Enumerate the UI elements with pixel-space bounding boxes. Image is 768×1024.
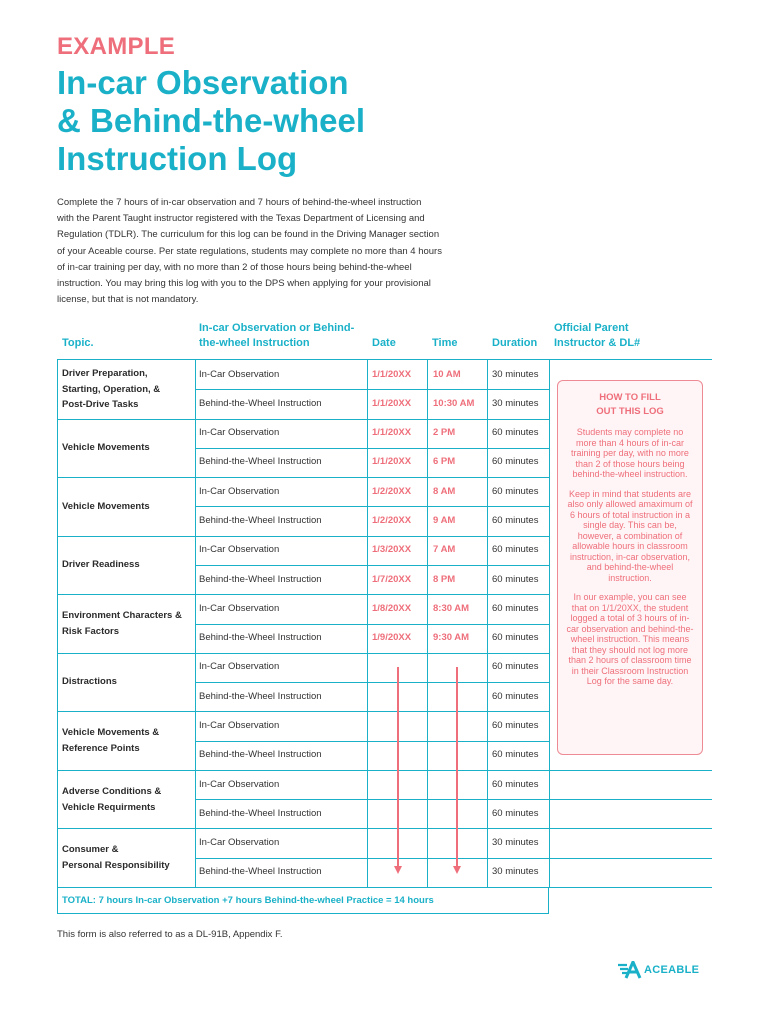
table-group-line bbox=[57, 594, 549, 595]
continue-arrow-head bbox=[394, 866, 402, 874]
official-row-line bbox=[549, 887, 712, 888]
instruction-type-cell: Behind-the-Wheel Instruction bbox=[199, 398, 322, 409]
topic-line: Post-Drive Tasks bbox=[62, 399, 139, 410]
duration-cell: 60 minutes bbox=[492, 661, 539, 672]
duration-cell: 30 minutes bbox=[492, 837, 539, 848]
instruction-type-cell: In-Car Observation bbox=[199, 603, 280, 614]
table-row-line bbox=[195, 565, 549, 566]
intro-line: license, but that is not mandatory. bbox=[57, 294, 199, 306]
topic-line: Adverse Conditions & bbox=[62, 786, 162, 797]
continue-arrow-head bbox=[453, 866, 461, 874]
official-row-line bbox=[549, 858, 712, 859]
header-official-line1: Official Parent bbox=[554, 322, 629, 334]
table-row-line bbox=[195, 506, 549, 507]
header-official-line2: Instructor & DL# bbox=[554, 337, 641, 349]
table-group-line bbox=[57, 711, 549, 712]
duration-cell: 60 minutes bbox=[492, 603, 539, 614]
date-cell: 1/3/20XX bbox=[372, 544, 412, 555]
duration-cell: 60 minutes bbox=[492, 486, 539, 497]
instruction-type-cell: Behind-the-Wheel Instruction bbox=[199, 866, 322, 877]
instruction-type-cell: In-Car Observation bbox=[199, 720, 280, 731]
table-row-line bbox=[195, 624, 549, 625]
topic-line: Reference Points bbox=[62, 742, 140, 754]
duration-cell: 30 minutes bbox=[492, 369, 539, 380]
duration-cell: 60 minutes bbox=[492, 427, 539, 438]
instruction-type-cell: In-Car Observation bbox=[199, 779, 280, 790]
table-group-line bbox=[57, 419, 549, 420]
topic-cell bbox=[62, 842, 192, 873]
instruction-type-cell: In-Car Observation bbox=[199, 486, 280, 497]
continue-arrow-line bbox=[397, 667, 399, 867]
header-time: Time bbox=[432, 337, 458, 349]
topic-cell bbox=[62, 440, 192, 456]
time-cell: 10:30 AM bbox=[433, 398, 475, 409]
instruction-type-cell: Behind-the-Wheel Instruction bbox=[199, 691, 322, 702]
duration-cell: 60 minutes bbox=[492, 515, 539, 526]
instruction-type-cell: Behind-the-Wheel Instruction bbox=[199, 808, 322, 819]
intro-line: Regulation (TDLR). The curriculum for this log can be found in the Driving Manager section bbox=[57, 229, 440, 241]
topic-line: Risk Factors bbox=[62, 625, 120, 637]
instruction-type-cell: Behind-the-Wheel Instruction bbox=[199, 574, 322, 585]
table-row-line bbox=[195, 448, 549, 449]
title-line: In-car Observation bbox=[57, 64, 349, 101]
instruction-type-cell: In-Car Observation bbox=[199, 369, 280, 380]
instruction-type-cell: In-Car Observation bbox=[199, 837, 280, 848]
intro-paragraph bbox=[57, 195, 457, 308]
intro-line: of in-car training per day, with no more than 2 of those hours being behind-the-wheel bbox=[57, 261, 412, 273]
topic-line: Environment Characters & bbox=[62, 610, 182, 621]
time-cell: 8 AM bbox=[433, 486, 456, 497]
official-row-line bbox=[549, 770, 712, 771]
table-row-line bbox=[195, 858, 549, 859]
duration-cell: 60 minutes bbox=[492, 691, 539, 702]
duration-cell: 30 minutes bbox=[492, 398, 539, 409]
page-title bbox=[57, 64, 697, 178]
header-instruction bbox=[199, 321, 354, 351]
topic-cell bbox=[62, 784, 192, 815]
instruction-type-cell: In-Car Observation bbox=[199, 544, 280, 555]
topic-cell bbox=[62, 674, 192, 690]
time-cell: 9:30 AM bbox=[433, 632, 470, 643]
date-cell: 1/1/20XX bbox=[372, 427, 412, 438]
topic-cell bbox=[62, 499, 192, 515]
duration-cell: 60 minutes bbox=[492, 456, 539, 467]
table-left-border bbox=[57, 360, 58, 887]
date-cell: 1/2/20XX bbox=[372, 515, 412, 526]
how-to-paragraph: In our example, you can see that on 1/1/20XX, the student logged a total of 3 hours of in-car observation and behind-the-wheel instruction. This means that they should not log more than 2 hours of classroom time in their Classroom Instruction Log for the same day. bbox=[566, 592, 694, 686]
table-group-line bbox=[57, 536, 549, 537]
header-topic: Topic. bbox=[62, 337, 94, 349]
topic-cell bbox=[62, 366, 192, 413]
how-to-paragraph: Students may complete no more than 4 hours of in-car training per day, with no more than 2 of those hours being behind-the-wheel instruction. bbox=[571, 427, 689, 479]
instruction-type-cell: Behind-the-Wheel Instruction bbox=[199, 515, 322, 526]
topic-cell bbox=[62, 608, 192, 639]
header-duration: Duration bbox=[492, 337, 538, 349]
table-group-line bbox=[57, 770, 549, 771]
topic-line: Driver Preparation, bbox=[62, 368, 148, 379]
aceable-logo-text: ACEABLE bbox=[644, 964, 700, 976]
topic-cell bbox=[62, 557, 192, 573]
duration-cell: 60 minutes bbox=[492, 779, 539, 790]
header-divider bbox=[57, 359, 712, 360]
duration-cell: 60 minutes bbox=[492, 808, 539, 819]
topic-line: Distractions bbox=[62, 676, 117, 687]
aceable-logo bbox=[618, 959, 699, 981]
aceable-logo-icon bbox=[618, 961, 642, 979]
table-group-line bbox=[57, 477, 549, 478]
instruction-type-cell: In-Car Observation bbox=[199, 427, 280, 438]
topic-line: Vehicle Movements bbox=[62, 501, 150, 512]
official-row-line bbox=[549, 799, 712, 800]
instruction-type-cell: Behind-the-Wheel Instruction bbox=[199, 749, 322, 760]
date-cell: 1/1/20XX bbox=[372, 456, 412, 467]
continue-arrow-line bbox=[456, 667, 458, 867]
date-cell: 1/1/20XX bbox=[372, 369, 412, 380]
table-row-line bbox=[195, 799, 549, 800]
footer-note: This form is also referred to as a DL-91B, Appendix F. bbox=[57, 929, 283, 940]
how-to-heading-line2: OUT THIS LOG bbox=[596, 406, 664, 417]
table-row-line bbox=[195, 389, 549, 390]
duration-cell: 30 minutes bbox=[492, 866, 539, 877]
how-to-heading-line1: HOW TO FILL bbox=[599, 392, 661, 403]
duration-cell: 60 minutes bbox=[492, 720, 539, 731]
total-row: TOTAL: 7 hours In-car Observation +7 hours Behind-the-wheel Practice = 14 hours bbox=[57, 887, 549, 914]
date-cell: 1/9/20XX bbox=[372, 632, 412, 643]
title-line: Instruction Log bbox=[57, 140, 298, 177]
example-label: EXAMPLE bbox=[57, 33, 176, 60]
time-cell: 8:30 AM bbox=[433, 603, 470, 614]
topic-line: Vehicle Movements bbox=[62, 442, 150, 453]
instruction-type-cell: Behind-the-Wheel Instruction bbox=[199, 456, 322, 467]
official-row-line bbox=[549, 828, 712, 829]
intro-line: of your Aceable course. Per state regulations, students may complete no more than 4 hours bbox=[57, 245, 442, 257]
topic-cell bbox=[62, 725, 192, 756]
header-instruction-line2: the-wheel Instruction bbox=[199, 337, 310, 349]
duration-cell: 60 minutes bbox=[492, 749, 539, 760]
header-date: Date bbox=[372, 337, 396, 349]
table-row-line bbox=[195, 741, 549, 742]
date-cell: 1/8/20XX bbox=[372, 603, 412, 614]
table-row-line bbox=[195, 682, 549, 683]
intro-line: with the Parent Taught instructor registered with the Texas Department of Licensing and bbox=[57, 213, 425, 225]
duration-cell: 60 minutes bbox=[492, 544, 539, 555]
time-cell: 6 PM bbox=[433, 456, 456, 467]
date-cell: 1/1/20XX bbox=[372, 398, 412, 409]
title-line: & Behind-the-wheel bbox=[57, 102, 366, 139]
topic-line: Vehicle Movements & bbox=[62, 727, 160, 738]
duration-cell: 60 minutes bbox=[492, 574, 539, 585]
time-cell: 10 AM bbox=[433, 369, 461, 380]
topic-line: Driver Readiness bbox=[62, 559, 140, 570]
topic-line: Vehicle Requirments bbox=[62, 801, 156, 813]
instruction-type-cell: Behind-the-Wheel Instruction bbox=[199, 632, 322, 643]
time-cell: 2 PM bbox=[433, 427, 456, 438]
how-to-heading bbox=[566, 391, 694, 419]
topic-line: Starting, Operation, & bbox=[62, 383, 161, 395]
header-official bbox=[554, 321, 640, 351]
how-to-fill-box bbox=[557, 380, 703, 755]
intro-line: instruction. You may bring this log with you to the DPS when applying for your provisional bbox=[57, 278, 431, 290]
topic-line: Personal Responsibility bbox=[62, 859, 170, 871]
time-cell: 9 AM bbox=[433, 515, 456, 526]
time-cell: 7 AM bbox=[433, 544, 456, 555]
date-cell: 1/2/20XX bbox=[372, 486, 412, 497]
table-column-line bbox=[549, 360, 550, 887]
instruction-type-cell: In-Car Observation bbox=[199, 661, 280, 672]
time-cell: 8 PM bbox=[433, 574, 456, 585]
header-instruction-line1: In-car Observation or Behind- bbox=[199, 322, 355, 334]
topic-line: Consumer & bbox=[62, 844, 119, 855]
how-to-paragraph: Keep in mind that students are also only allowed amaximum of 6 hours of total instruction in a single day. This can be, however, a combination of allowable hours in classroom instruction, in-car observation, and behind-the-wheel instruction. bbox=[567, 488, 693, 583]
date-cell: 1/7/20XX bbox=[372, 574, 412, 585]
table-group-line bbox=[57, 653, 549, 654]
duration-cell: 60 minutes bbox=[492, 632, 539, 643]
table-group-line bbox=[57, 828, 549, 829]
intro-line: Complete the 7 hours of in-car observation and 7 hours of behind-the-wheel instruction bbox=[57, 197, 422, 208]
